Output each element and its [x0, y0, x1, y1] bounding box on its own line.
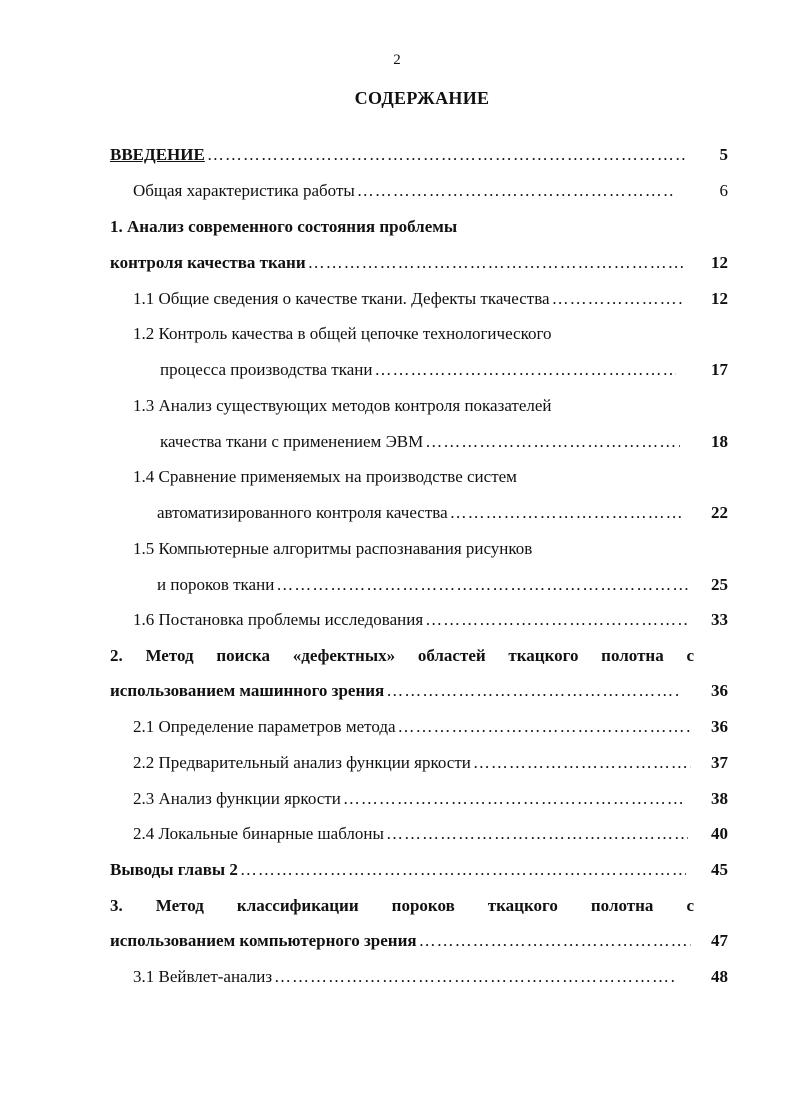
toc-entry-1-4	[0, 501, 794, 525]
toc-page-number: 38	[711, 789, 728, 808]
toc-page-number: 17	[711, 360, 728, 379]
toc-entry-text: качества ткани с применением ЭВМ	[160, 432, 424, 451]
toc-entry-text: использованием машинного зрения	[110, 681, 385, 700]
toc-entry-1-3	[0, 430, 794, 454]
toc-entry-text: 1.6 Постановка проблемы исследования	[133, 610, 424, 629]
toc-entry-intro	[0, 143, 794, 167]
toc-entry-chapter-3	[0, 929, 794, 953]
toc-entry-text: 2.1 Определение параметров метода	[133, 717, 396, 736]
toc-entry-text: 2.2 Предварительный анализ функции яркости	[133, 753, 471, 772]
toc-page-number: 5	[719, 145, 728, 164]
toc-chapter-2-line1: 2. Метод поиска «дефектных» областей ткацкого полотна с	[110, 646, 694, 665]
toc-entry-conclusions-2	[0, 858, 794, 882]
toc-page-number: 47	[711, 931, 728, 950]
page-title: СОДЕРЖАНИЕ	[354, 88, 490, 108]
toc-entry-text: Общая характеристика работы	[133, 181, 355, 200]
toc-1-3-line1: 1.3 Анализ существующих методов контроля показателей	[133, 396, 552, 415]
toc-page-number: 45	[711, 860, 728, 879]
toc-entry-text: 1.1 Общие сведения о качестве ткани. Дефекты ткачества	[133, 289, 550, 308]
toc-page-number: 36	[711, 717, 728, 736]
page-number: 2	[393, 52, 401, 68]
toc-1-4-line1: 1.4 Сравнение применяемых на производстве систем	[133, 467, 517, 486]
leader-dots	[357, 179, 676, 203]
toc-entry-text: Выводы главы 2	[110, 860, 238, 879]
toc-page-number: 18	[711, 432, 728, 451]
leader-dots	[386, 679, 680, 703]
toc-entry-text: использованием компьютерного зрения	[110, 931, 417, 950]
leader-dots	[419, 929, 691, 953]
toc-entry-3-1	[0, 965, 794, 989]
toc-entry-1-6	[0, 608, 794, 632]
toc-entry-1-2	[0, 358, 794, 382]
leader-dots	[552, 287, 683, 311]
toc-entry-2-2	[0, 751, 794, 775]
toc-page-number: 48	[711, 967, 728, 986]
toc-entry-text: 2.3 Анализ функции яркости	[133, 789, 341, 808]
toc-page-number: 12	[711, 253, 728, 272]
toc-page-number: 37	[711, 753, 728, 772]
toc-page-number: 6	[719, 181, 728, 200]
leader-dots	[276, 573, 690, 597]
leader-dots	[425, 608, 688, 632]
toc-page-number: 25	[711, 575, 728, 594]
leader-dots	[274, 965, 676, 989]
leader-dots	[386, 822, 688, 846]
leader-dots	[398, 715, 691, 739]
leader-dots	[450, 501, 685, 525]
toc-entry-chapter-1	[0, 251, 794, 275]
leader-dots	[207, 143, 686, 167]
toc-entry-text: 2.4 Локальные бинарные шаблоны	[133, 824, 384, 843]
toc-entry-chapter-2	[0, 679, 794, 703]
leader-dots	[374, 358, 676, 382]
leader-dots	[425, 430, 680, 454]
toc-entry-2-1	[0, 715, 794, 739]
leader-dots	[308, 251, 686, 275]
toc-chapter-3-line1: 3. Метод классификации пороков ткацкого полотна с	[110, 896, 694, 915]
toc-entry-text: контроля качества ткани	[110, 253, 306, 272]
toc-page-number: 33	[711, 610, 728, 629]
toc-page-number: 22	[711, 503, 728, 522]
toc-1-5-line1: 1.5 Компьютерные алгоритмы распознавания рисунков	[133, 539, 533, 558]
toc-entry-1-1	[0, 287, 794, 311]
toc-entry-text: процесса производства ткани	[160, 360, 373, 379]
leader-dots	[473, 751, 691, 775]
toc-page-number: 12	[711, 289, 728, 308]
toc-entry-general	[0, 179, 794, 203]
toc-entry-text: автоматизированного контроля качества	[157, 503, 448, 522]
leader-dots	[343, 787, 686, 811]
toc-page-number: 36	[711, 681, 728, 700]
toc-entry-2-3	[0, 787, 794, 811]
toc-chapter-1-line1: 1. Анализ современного состояния проблемы	[110, 217, 458, 236]
toc-page-number: 40	[711, 824, 728, 843]
leader-dots	[240, 858, 686, 882]
toc-entry-1-5	[0, 573, 794, 597]
toc-entry-2-4	[0, 822, 794, 846]
toc-entry-text: ВВЕДЕНИЕ	[110, 145, 205, 164]
toc-entry-text: 3.1 Вейвлет-анализ	[133, 967, 273, 986]
toc-entry-text: и пороков ткани	[157, 575, 275, 594]
toc-1-2-line1: 1.2 Контроль качества в общей цепочке технологического	[133, 324, 552, 343]
